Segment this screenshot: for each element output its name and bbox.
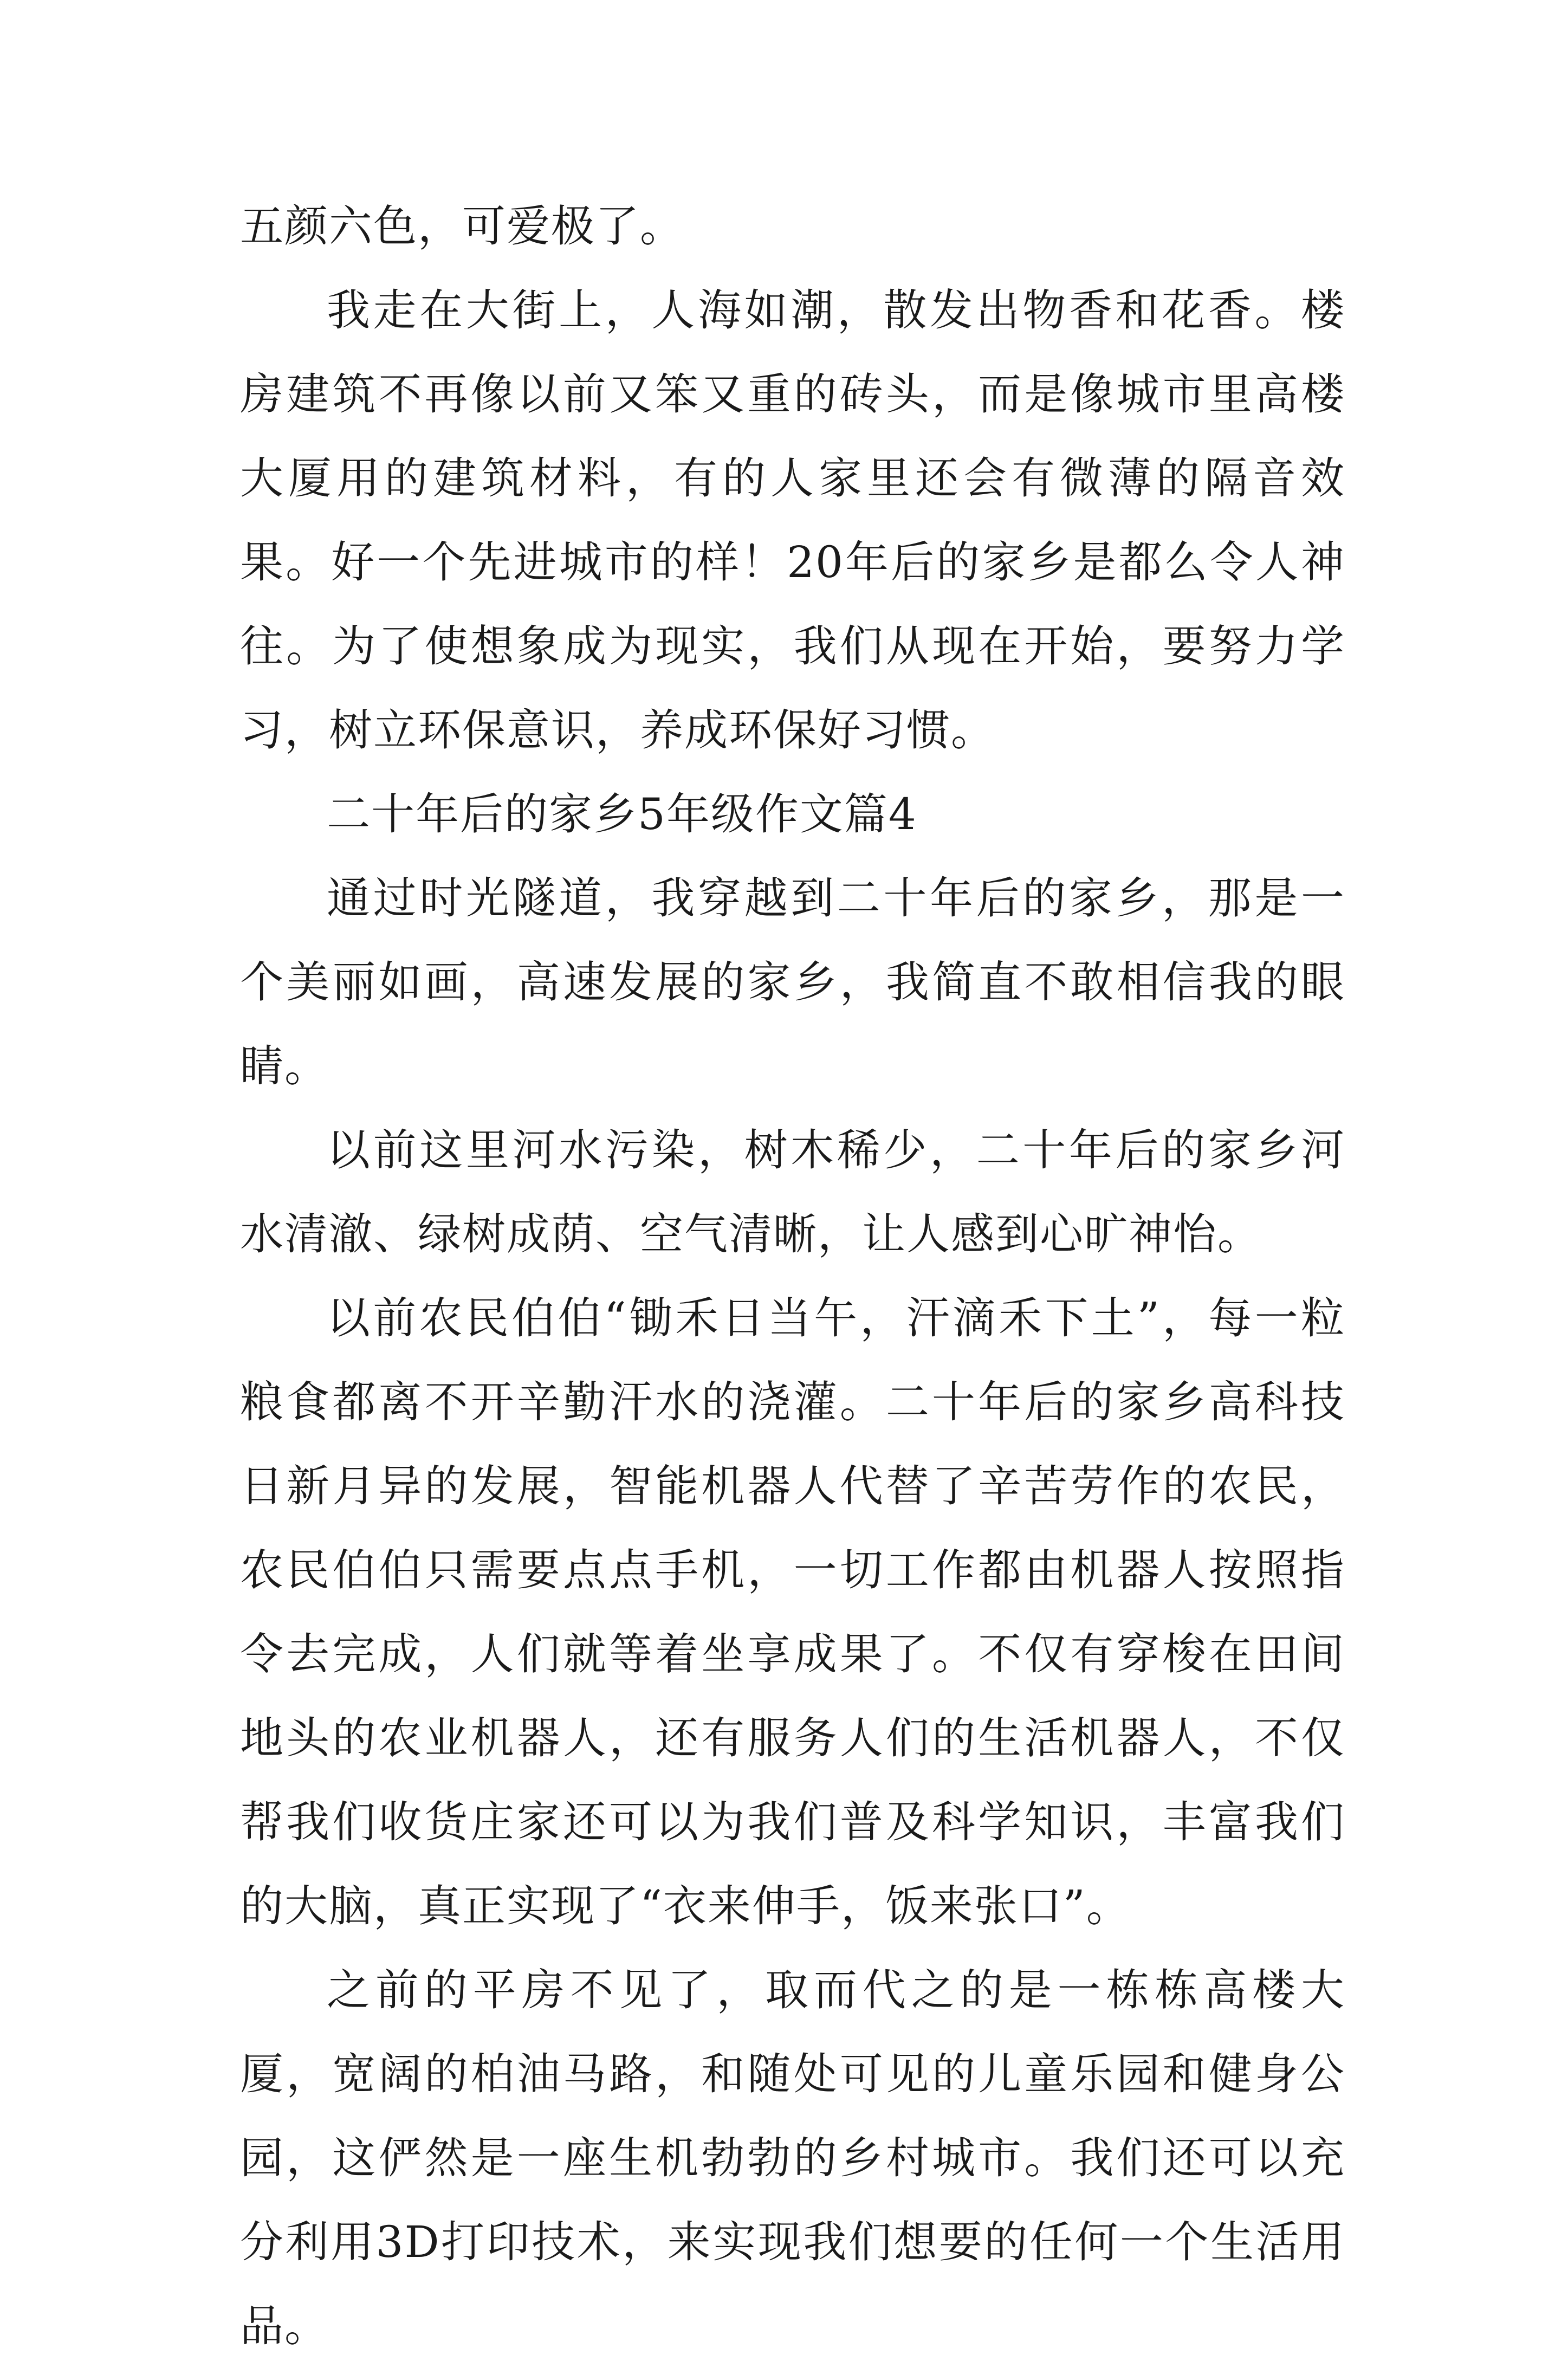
paragraph-6: 之前的平房不见了，取而代之的是一栋栋高楼大厦，宽阔的柏油马路，和随处可见的儿童乐园和健身公园，这俨然是一座生机勃勃的乡村城市。我们还可以充分利用3D打印技术，来实现我们想要的任何一个生活用品。 [240,1965,1345,2351]
paragraph-4: 以前这里河水污染，树木稀少，二十年后的家乡河水清澈、绿树成荫、空气清晰，让人感到心旷神怡。 [240,1125,1345,1259]
section-heading: 二十年后的家乡5年级作文篇4 [327,789,917,839]
paragraph-3: 通过时光隧道，我穿越到二十年后的家乡，那是一个美丽如画，高速发展的家乡，我简直不敢相信我的眼睛。 [240,873,1345,1091]
paragraph-1: 五颜六色，可爱极了。 [240,201,684,251]
paragraph-2: 我走在大街上，人海如潮，散发出物香和花香。楼房建筑不再像以前又笨又重的砖头，而是像城市里高楼大厦用的建筑材料，有的人家里还会有微薄的隔音效果。好一个先进城市的样！20年后的家乡是都么令人神往。为了使想象成为现实，我们从现在开始，要努力学习，树立环保意识，养成环保好习惯。 [240,285,1345,755]
document-body [240,184,1345,2368]
paragraph-5: 以前农民伯伯“锄禾日当午，汗滴禾下土”，每一粒粮食都离不开辛勤汗水的浇灌。二十年后的家乡高科技日新月异的发展，智能机器人代替了辛苦劳作的农民，农民伯伯只需要点点手机，一切工作都由机器人按照指令去完成，人们就等着坐享成果了。不仅有穿梭在田间地头的农业机器人，还有服务人们的生活机器人，不仅帮我们收货庄家还可以为我们普及科学知识，丰富我们的大脑，真正实现了“衣来伸手，饭来张口”。 [240,1293,1345,1931]
